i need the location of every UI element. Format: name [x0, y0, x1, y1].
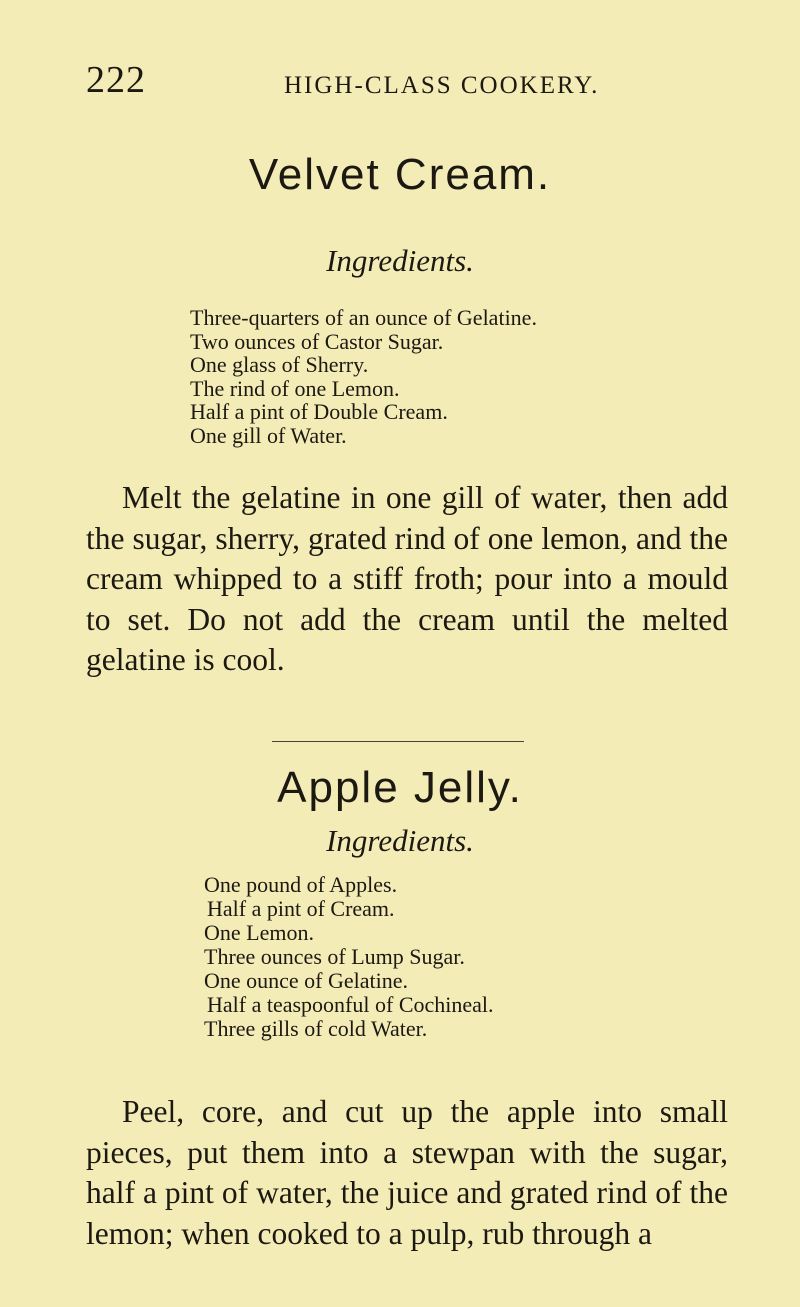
ingredient-item: One glass of Sherry.	[190, 352, 369, 377]
ingredient-item: Two ounces of Castor Sugar.	[190, 328, 444, 354]
ingredient-item: Three gills of cold Water.	[204, 1016, 428, 1041]
ingredient-item: One pound of Apples.	[204, 872, 398, 897]
ingredient-item: Half a teaspoonful of Cochineal.	[207, 992, 494, 1017]
ingredients-heading: Ingredients.	[326, 243, 474, 278]
recipe-title-velvet-cream: Velvet Cream.	[248, 150, 552, 199]
ingredient-list	[190, 306, 537, 447]
ingredient-item: One gill of Water.	[190, 422, 347, 448]
ingredient-item: Three ounces of Lump Sugar.	[204, 944, 465, 969]
method-paragraph: Melt the gelatine in one gill of water, then add the sugar, sherry, grated rind of one lemon, and the cream whipped to a stiff froth; pour into a mould to set. Do not add the cream until the melted gelatine is cool.	[86, 480, 728, 677]
page-number: 222	[86, 59, 146, 101]
ingredient-item: One ounce of Gelatine.	[204, 968, 409, 993]
ingredient-item: Half a pint of Double Cream.	[190, 399, 448, 424]
section-divider	[272, 741, 524, 742]
recipe-title-apple-jelly: Apple Jelly.	[277, 763, 523, 812]
ingredient-item: The rind of one Lemon.	[190, 375, 400, 401]
running-head: HIGH-CLASS COOKERY.	[284, 72, 600, 99]
ingredients-heading: Ingredients.	[326, 823, 474, 858]
ingredient-item: Half a pint of Cream.	[207, 896, 395, 921]
ingredient-item: Three-quarters of an ounce of Gelatine.	[190, 305, 537, 330]
ingredient-list	[204, 873, 494, 1041]
page-header	[86, 58, 746, 104]
method-paragraph: Peel, core, and cut up the apple into small pieces, put them into a stewpan with the sugar, half a pint of water, the juice and grated rind of the lemon; when cooked to a pulp, rub through a	[86, 1094, 728, 1251]
ingredient-item: One Lemon.	[204, 920, 314, 945]
